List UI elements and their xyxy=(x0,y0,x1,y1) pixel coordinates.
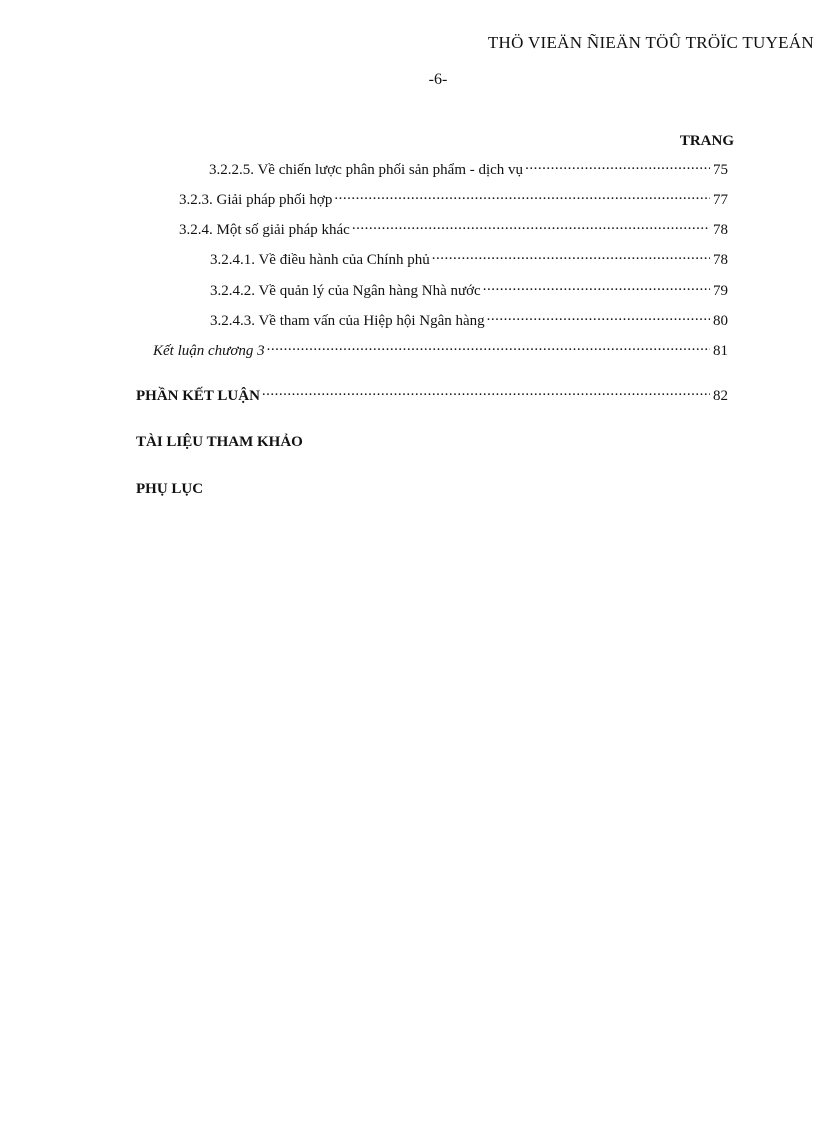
page-column-label: TRANG xyxy=(679,133,734,149)
toc-entry-title: 3.2.4.1. Về điều hành của Chính phủ xyxy=(210,252,430,268)
toc-entry-title: 3.2.4. Một số giải pháp khác xyxy=(179,222,350,238)
toc-entry-page: 75 xyxy=(713,162,728,178)
page-header-banner: THÖ VIEÄN ÑIEÄN TÖÛ TRÖÏC TUYEÁN xyxy=(487,33,814,52)
dot-leader xyxy=(267,341,710,355)
toc-entry-page: 77 xyxy=(713,192,728,208)
dot-leader xyxy=(487,311,710,325)
toc-entry-3-2-4-1[interactable] xyxy=(210,250,728,272)
toc-entry-3-2-3[interactable] xyxy=(179,190,728,212)
toc-entry-chapter-3-conclusion[interactable] xyxy=(153,341,728,363)
references-heading[interactable]: TÀI LIỆU THAM KHẢO xyxy=(136,434,303,450)
dot-leader xyxy=(432,250,710,264)
toc-entry-page: 80 xyxy=(713,313,728,329)
dot-leader xyxy=(525,160,710,174)
toc-entry-3-2-4-2[interactable] xyxy=(210,281,728,303)
dot-leader xyxy=(334,190,710,204)
toc-entry-3-2-4-3[interactable] xyxy=(210,311,728,333)
toc-entry-title: 3.2.4.2. Về quản lý của Ngân hàng Nhà nước xyxy=(210,283,481,299)
toc-entry-page: 79 xyxy=(713,283,728,299)
dot-leader xyxy=(352,220,710,234)
toc-entry-title: 3.2.4.3. Về tham vấn của Hiệp hội Ngân hàng xyxy=(210,313,485,329)
dot-leader xyxy=(483,281,710,295)
toc-entry-conclusion-part[interactable] xyxy=(136,386,728,408)
toc-entry-3-2-4[interactable] xyxy=(179,220,728,242)
toc-entry-title: PHẦN KẾT LUẬN xyxy=(136,388,260,404)
toc-entry-page: 78 xyxy=(713,252,728,268)
dot-leader xyxy=(262,386,710,400)
toc-entry-3-2-2-5[interactable] xyxy=(209,160,728,182)
toc-entry-title: 3.2.3. Giải pháp phối hợp xyxy=(179,192,333,208)
toc-entry-title: 3.2.2.5. Về chiến lược phân phối sản phẩm - dịch vụ xyxy=(209,162,524,178)
toc-entry-title: Kết luận chương 3 xyxy=(153,343,265,359)
page-number: -6- xyxy=(428,71,448,88)
toc-entry-page: 78 xyxy=(713,222,728,238)
appendix-heading[interactable]: PHỤ LỤC xyxy=(136,481,204,497)
toc-entry-page: 82 xyxy=(713,388,728,404)
toc-entry-page: 81 xyxy=(713,343,728,359)
